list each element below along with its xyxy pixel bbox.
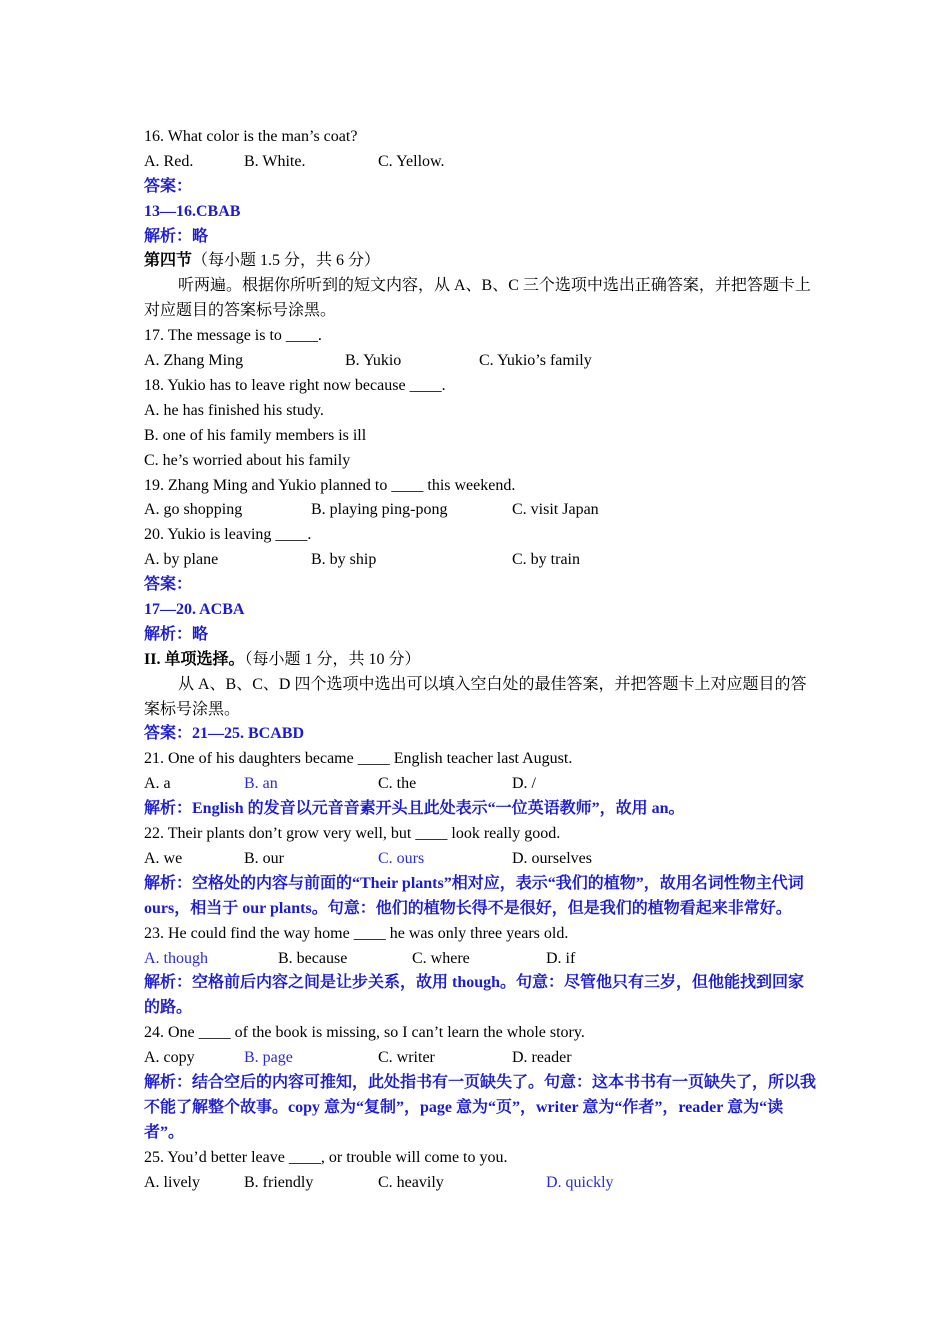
question-stem: 22. Their plants don’t grow very well, but ____ look really good. [144,825,561,843]
question-stem: 18. Yukio has to leave right now because ____. [144,376,446,394]
question-stem: 23. He could find the way home ____ he was only three years old. [144,924,569,942]
document-page [144,125,816,1195]
question-20 [144,523,816,548]
option-b: B. Yukio [345,352,402,370]
option-c: C. where [412,949,470,967]
option-c: C. Yukio’s family [479,352,592,370]
answer-label: 答案： [144,576,193,594]
section-note: （每小题 1.5 分，共 6 分） [192,252,381,270]
option-d: D. reader [512,1049,572,1067]
question-19-options [144,498,816,523]
option-a: A. a [144,775,171,793]
question-22-options [144,847,816,872]
question-19 [144,474,816,499]
option-a: A. we [144,849,183,867]
option-b: B. friendly [244,1173,314,1191]
option-b: B. one of his family members is ill [144,426,367,444]
question-stem: 16. What color is the man’s coat? [144,128,358,145]
option-b-correct: B. page [244,1049,293,1067]
analysis: 解析：空格处的内容与前面的“Their plants”相对应，表示“我们的植物”，故用名词性物主代词 ours，相当于 our plants。句意：他们的植物长得不是很好，但是我们的植物看起来非常好。 [144,874,804,917]
question-stem: 24. One ____ of the book is missing, so I can’t learn the whole story. [144,1024,585,1042]
question-25 [144,1146,816,1171]
option-c: C. writer [378,1049,435,1067]
section-title: II. 单项选择。 [144,650,245,668]
option-c-correct: C. ours [378,849,425,867]
part-2-instruction: 从 A、B、C、D 四个选项中选出可以填入空白处的最佳答案，并把答题卡上对应题目的答案标号涂黑。 [144,675,807,718]
option-a: A. lively [144,1173,200,1191]
question-23-options [144,947,816,972]
option-b: B. because [278,949,348,967]
answer-key: 13—16.CBAB [144,202,241,220]
question-18 [144,374,816,399]
option-c: C. he’s worried about his family [144,451,351,469]
section-note: （每小题 1 分，共 10 分） [244,650,421,668]
option-c: C. the [378,775,417,793]
section-title: 第四节 [144,252,193,270]
question-17 [144,324,816,349]
question-20-options [144,548,816,573]
option-c: C. by train [512,551,580,569]
question-stem: 19. Zhang Ming and Yukio planned to ____ this weekend. [144,476,516,494]
option-b: B. playing ping-pong [311,501,448,519]
question-25-options [144,1171,816,1196]
answer-key: 17—20. ACBA [144,600,245,618]
option-b: B. our [244,849,284,867]
question-stem: 21. One of his daughters became ____ English teacher last August. [144,750,573,768]
question-stem: 20. Yukio is leaving ____. [144,526,312,544]
option-a: A. Zhang Ming [144,352,244,370]
analysis: 解析：空格前后内容之间是让步关系，故用 though。句意：尽管他只有三岁，但他能找到回家的路。 [144,974,805,1017]
option-d-correct: D. quickly [546,1173,614,1191]
analysis: 解析：结合空后的内容可推知，此处指书有一页缺失了。句意：这本书书有一页缺失了，所以我不能了解整个故事。copy 意为“复制”，page 意为“页”，writer 意为“作者”，reader 意为“读者”。 [144,1073,817,1141]
analysis: 解析：English 的发音以元音音素开头且此处表示“一位英语教师”，故用 an。 [144,800,685,818]
option-b-correct: B. an [244,775,278,793]
answer-label: 答案： [144,177,193,195]
option-a: A. go shopping [144,501,243,519]
section-4-heading [144,249,816,274]
question-stem: 17. The message is to ____. [144,327,322,345]
question-21-options [144,772,816,797]
analysis: 解析：略 [144,227,209,245]
option-d: D. ourselves [512,849,592,867]
option-c: C. Yellow. [378,152,445,170]
question-24-options [144,1046,816,1071]
answer-key: 答案：21—25. BCABD [144,725,305,743]
option-d: D. if [546,949,576,967]
option-a: A. copy [144,1049,195,1067]
section-4-instruction: 听两遍。根据你所听到的短文内容，从 A、B、C 三个选项中选出正确答案，并把答题卡上对应题目的答案标号涂黑。 [144,277,811,320]
question-stem: 25. You’d better leave ____, or trouble will come to you. [144,1148,508,1166]
option-c: C. visit Japan [512,501,599,519]
option-a: A. he has finished his study. [144,401,324,419]
question-16-options [144,150,816,175]
part-2-heading [144,648,816,673]
option-d: D. / [512,775,536,793]
question-24 [144,1021,816,1046]
option-a: A. by plane [144,551,219,569]
option-a: A. Red. [144,152,194,170]
analysis: 解析：略 [144,625,209,643]
option-a-correct: A. though [144,949,208,967]
option-b: B. by ship [311,551,377,569]
question-17-options [144,349,816,374]
question-23 [144,922,816,947]
question-16 [144,125,816,150]
question-22 [144,822,816,847]
question-21 [144,747,816,772]
option-b: B. White. [244,152,306,170]
option-c: C. heavily [378,1173,444,1191]
